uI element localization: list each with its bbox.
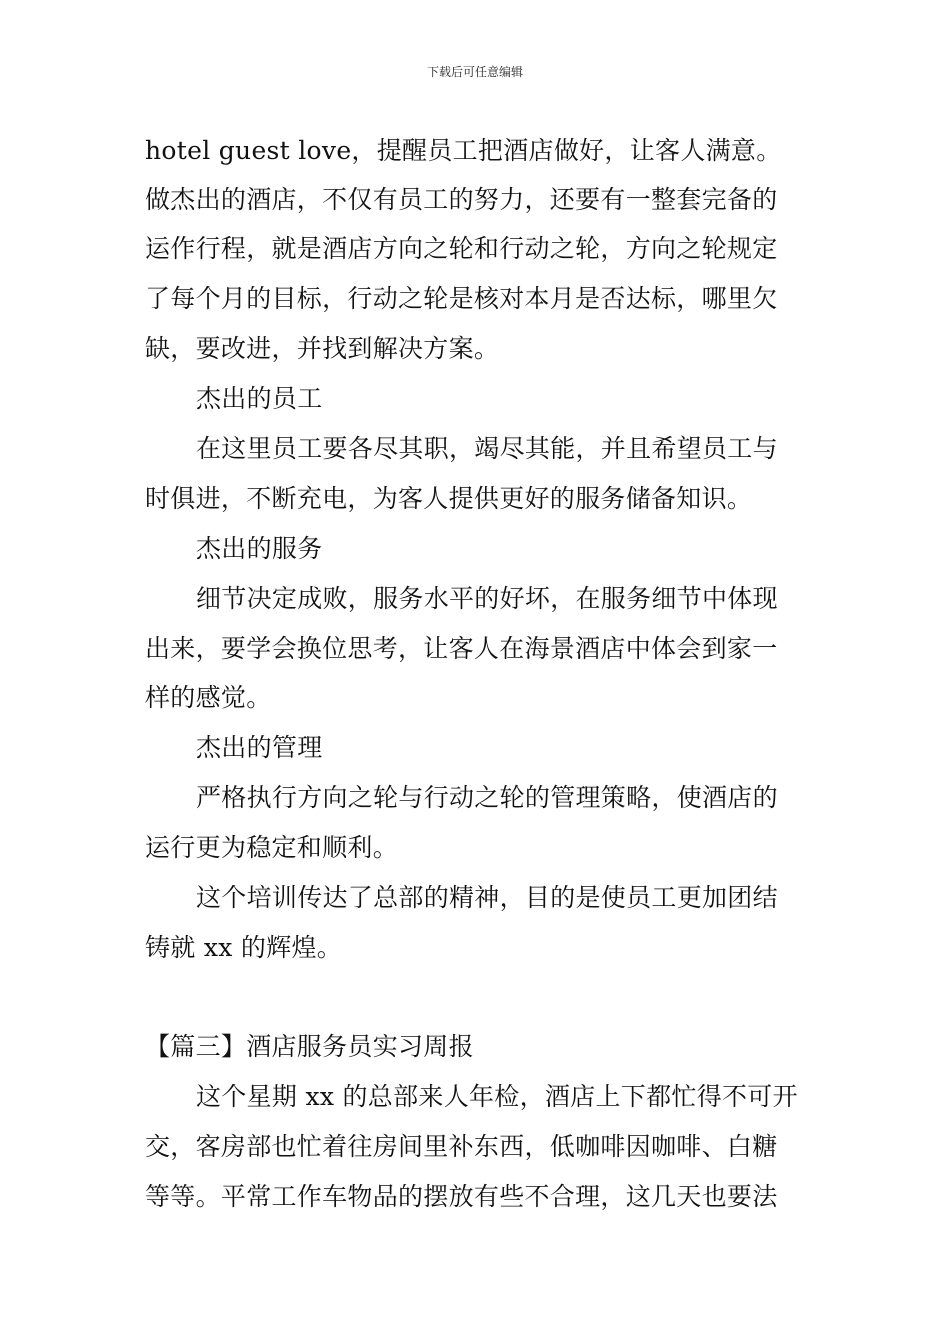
body-line: 等等。平常工作车物品的摆放有些不合理，这几天也要法: [145, 1182, 778, 1211]
chapter-heading: 【篇三】酒店服务员实习周报: [145, 1032, 474, 1061]
body-line: 严格执行方向之轮与行动之轮的管理策略，使酒店的: [196, 783, 778, 812]
body-line: 这个星期 xx 的总部来人年检，酒店上下都忙得不可开: [196, 1082, 798, 1111]
section-heading-management: 杰出的管理: [196, 733, 323, 762]
body-line: 出来，要学会换位思考，让客人在海景酒店中体会到家一: [145, 634, 778, 663]
body-line: 样的感觉。: [145, 683, 272, 712]
body-line: 运作行程，就是酒店方向之轮和行动之轮，方向之轮规定: [145, 234, 778, 263]
section-heading-staff: 杰出的员工: [196, 384, 323, 413]
body-line: 铸就 xx 的辉煌。: [145, 933, 343, 962]
body-line: 细节决定成败，服务水平的好坏，在服务细节中体现: [196, 584, 778, 613]
section-heading-service: 杰出的服务: [196, 534, 323, 563]
body-line: 在这里员工要各尽其职，竭尽其能，并且希望员工与: [196, 434, 778, 463]
body-line: 了每个月的目标，行动之轮是核对本月是否达标，哪里欠: [145, 284, 778, 313]
page-header-note: 下载后可任意编辑: [426, 65, 523, 79]
body-line: 做杰出的酒店，不仅有员工的努力，还要有一整套完备的: [145, 185, 778, 214]
body-line: hotel guest love，提醒员工把酒店做好，让客人满意。: [145, 136, 782, 165]
body-line: 运行更为稳定和顺利。: [145, 833, 399, 862]
body-line: 缺，要改进，并找到解决方案。: [145, 334, 500, 363]
body-line: 这个培训传达了总部的精神，目的是使员工更加团结: [196, 883, 778, 912]
body-line: 交，客房部也忙着往房间里补东西，低咖啡因咖啡、白糖: [145, 1132, 778, 1161]
body-line: 时俱进，不断充电，为客人提供更好的服务储备知识。: [145, 484, 753, 513]
